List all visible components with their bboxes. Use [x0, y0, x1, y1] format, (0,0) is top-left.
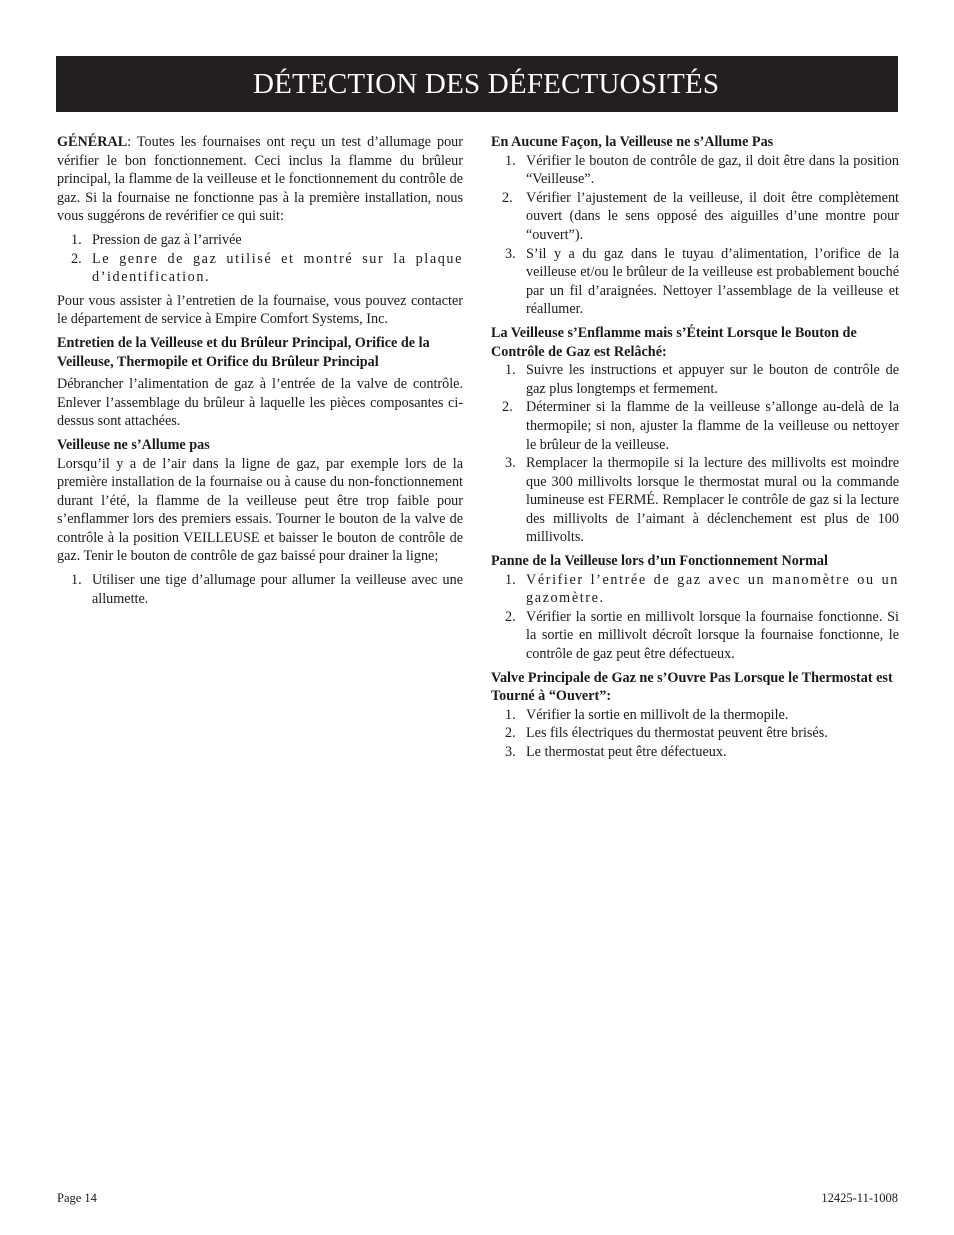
assist-paragraph: Pour vous assister à l’entretien de la fournaise, vous pouvez contacter le département de service à Empire Comfort Systems, Inc. [57, 292, 463, 328]
list-item: 2. Vérifier la sortie en millivolt lorsque la fournaise fonctionne. Si la sortie en millivolt décroît lorsque la fournaise fonctionne, le contrôle de gaz peut être défectueux. [505, 608, 899, 663]
section-heading-pilot-goes-out: La Veilleuse s’Enflamme mais s’Éteint Lorsque le Bouton de Contrôle de Gaz est Relâché: [491, 324, 857, 360]
page-number: Page 14 [57, 1191, 97, 1205]
pilot-outage-list [491, 571, 899, 664]
no-pilot-list [491, 152, 899, 319]
list-item: 1. Pression de gaz à l’arrivée [71, 231, 242, 248]
list-item: 1. Vérifier le bouton de contrôle de gaz, il doit être dans la position “Veilleuse”. [505, 152, 899, 188]
no-light-list [57, 571, 463, 608]
maintenance-heading: Entretien de la Veilleuse et du Brûleur Principal, Orifice de la Veilleuse, Thermopile et Orifice du Brûleur Principal [57, 334, 430, 370]
list-item: 3. S’il y a du gaz dans le tuyau d’alimentation, l’orifice de la veilleuse et/ou le brûleur de la veilleuse est probablement bouché par un fil d’araignées. Nettoyer l’assemblage de la veilleuse et réallumer. [505, 245, 899, 318]
list-item: 2. Le genre de gaz utilisé et montré sur la plaque d’identification. [71, 250, 463, 286]
document-number: 12425-11-1008 [821, 1191, 898, 1205]
no-light-heading: Veilleuse ne s’Allume pas [57, 436, 210, 453]
list-item: 2. Vérifier l’ajustement de la veilleuse, il doit être complètement ouvert (dans le sens opposé des aiguilles d’une montre pour “ouvert”). [502, 189, 899, 243]
list-item: 1. Suivre les instructions et appuyer sur le bouton de contrôle de gaz plus longtemps et fermement. [505, 362, 899, 397]
list-item: 1. Vérifier la sortie en millivolt de la thermopile. [505, 706, 789, 723]
general-text: : Toutes les fournaises ont reçu un test d’allumage pour vérifier le bon fonctionnement. Ceci inclus la flamme du brûleur principal, la flamme de la veilleuse et le fonctionnement du contrôle de gaz. Si la fournaise ne fonctionne pas à la première installation, nous vous suggérons de revérifier ce qui suit: [57, 134, 463, 225]
maintenance-paragraph: Débrancher l’alimentation de gaz à l’entrée de la valve de contrôle. Enlever l’assemblage du brûleur à laquelle les pièces composantes ci-dessus sont attachées. [57, 376, 463, 430]
section-heading-main-valve: Valve Principale de Gaz ne s’Ouvre Pas Lorsque le Thermostat est Tourné à “Ouvert”: [491, 669, 893, 705]
list-item: 1. Utiliser une tige d’allumage pour allumer la veilleuse avec une allumette. [71, 572, 463, 607]
list-item: 3. Remplacer la thermopile si la lecture des millivolts est moindre que 300 millivolts lorsque le thermostat mural ou la commande lumineuse est FERMÉ. Remplacer le contrôle de gaz si la lecture des millivolts de l’aimant à déclenchement est plus de 100 millivolts. [505, 455, 899, 546]
general-list [57, 231, 463, 287]
list-item: 2. Déterminer si la flamme de la veilleuse s’allonge au-delà de la thermopile; si non, ajuster la flamme de la veilleuse ou nettoyer le brûleur de la veilleuse. [502, 399, 899, 453]
section-heading-no-pilot: En Aucune Façon, la Veilleuse ne s’Allume Pas [491, 134, 774, 150]
general-label: GÉNÉRAL [57, 134, 128, 150]
no-light-paragraph: Lorsqu’il y a de l’air dans la ligne de gaz, par exemple lors de la première installation de la fournaise ou à cause du non-fonctionnement durant l’été, la flamme de la veilleuse peut être trop faible pour s’enflammer lors des premiers essais. Tourner le bouton de la valve de contrôle à la position VEILLEUSE et baisser le bouton de contrôle de gaz. Tenir le bouton de contrôle de gaz baissé pour drainer la ligne; [57, 455, 463, 565]
list-item: 3. Le thermostat peut être défectueux. [505, 744, 727, 760]
main-valve-list [491, 706, 899, 762]
page-title: DÉTECTION DES DÉFECTUOSITÉS [253, 67, 720, 100]
section-heading-pilot-outage: Panne de la Veilleuse lors d’un Fonctionnement Normal [491, 553, 828, 570]
general-paragraph [57, 133, 463, 226]
title-banner [56, 56, 898, 112]
pilot-goes-out-list [491, 361, 899, 547]
list-item: 1. Vérifier l’entrée de gaz avec un manomètre ou un gazomètre. [505, 571, 899, 607]
right-column [491, 133, 899, 767]
left-column [57, 133, 463, 613]
list-item: 2. Les fils électriques du thermostat peuvent être brisés. [505, 725, 828, 742]
